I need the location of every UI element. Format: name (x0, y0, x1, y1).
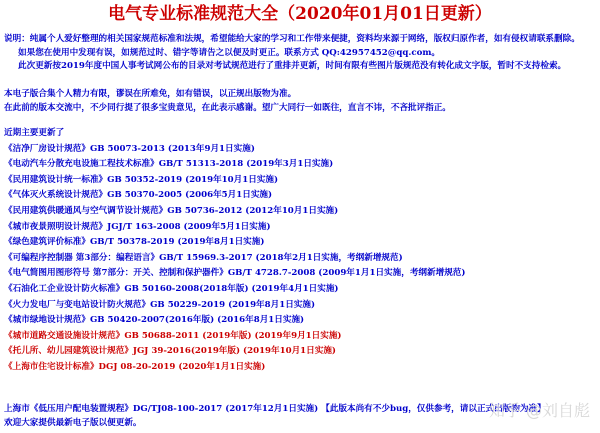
watermark: 知乎 @刘自彪 (488, 401, 590, 420)
intro-line-1: 本电子版合集个人精力有限，谬误在所难免，如有错误，以正规出版物为准。 (4, 89, 297, 99)
footer-line-1: 上海市《低压用户配电装置规程》DG/TJ08-100-2017 (2017年12月1日实施) 【此版本尚有不少bug，仅供参考，请以正式出版物为准】 (4, 404, 546, 414)
update-item[interactable]: 《火力发电厂与变电站设计防火规范》GB 50229-2019 (2019年8月1日实施) (4, 299, 316, 310)
update-item[interactable]: 《电气简图用图形符号 第7部分：开关、控制和保护器件》GB/T 4728.7-2008 (2009年1月1日实施，考纲新增规范) (4, 268, 466, 279)
update-item[interactable]: 《石油化工企业设计防火标准》GB 50160-2008(2018年版) (2019年4月1日实施) (4, 283, 339, 294)
update-items (4, 142, 465, 376)
update-item[interactable]: 《洁净厂房设计规范》GB 50073-2013 (2013年9月1日实施) (4, 143, 255, 154)
update-item[interactable]: 《电动汽车分散充电设施工程技术标准》GB/T 51313-2018 (2019年3月1日实施) (4, 159, 334, 170)
intro-line-2: 在此前的版本交流中，不少同行提了很多宝贵意见，在此表示感谢。望广大同行一如既往，直言不讳，不吝批评指正。 (4, 102, 451, 113)
update-item[interactable]: 《托儿所、幼儿园建筑设计规范》JGJ 39-2016(2019年版) (2019年10月1日实施) (4, 346, 337, 357)
update-item[interactable]: 《城市道路交通设施设计规范》GB 50688-2011 (2019年版) (2019年9月1日实施) (4, 330, 342, 341)
update-item[interactable]: 《民用建筑设计统一标准》GB 50352-2019 (2019年10月1日实施) (4, 174, 279, 185)
note-line-1: 说明：纯属个人爱好整理的相关国家规范标准和法规，希望能给大家的学习和工作带来便捷，资料均来源于网络，版权归原作者，如有侵权请联系删除。 (4, 34, 580, 44)
footer-line-2: 欢迎大家提供最新电子版以便更新。 (4, 417, 142, 428)
intro-paragraph (4, 88, 451, 115)
note-line-2: 如果您在使用中发现有误，如规范过时、错字等请告之以便及时更正。联系方式 QQ:42957452@qq.com。 (18, 47, 441, 58)
footer-note (4, 403, 546, 430)
update-item[interactable]: 《城市绿地设计规范》GB 50420-2007(2016年版) (2016年8月1日实施) (4, 315, 305, 326)
disclaimer-note (4, 33, 596, 74)
update-item[interactable]: 《气体灭火系统设计规范》GB 50370-2005 (2006年5月1日实施) (4, 190, 273, 201)
note-line-3: 此次更新按2019年度中国人事考试网公布的目录对考试规范进行了重排并更新，时间有限有些图片版规范没有转化成文字版，暂时不支持检索。 (18, 61, 567, 72)
update-item[interactable]: 《民用建筑供暖通风与空气调节设计规范》GB 50736-2012 (2012年10月1日实施) (4, 205, 339, 216)
page-title: 电气专业标准规范大全（2020年01月01日更新） (108, 4, 492, 24)
update-item[interactable]: 《绿色建筑评价标准》GB/T 50378-2019 (2019年8月1日实施) (4, 237, 265, 248)
updates-heading: 近期主要更新了 (4, 128, 65, 138)
update-item[interactable]: 《上海市住宅设计标准》DGJ 08-20-2019 (2020年1月1日实施) (4, 361, 266, 372)
updates-list (4, 126, 465, 376)
update-item[interactable]: 《可编程序控制器 第3部分：编程语言》GB/T 15969.3-2017 (2018年2月1日实施，考纲新增规范) (4, 252, 403, 263)
update-item[interactable]: 《城市夜景照明设计规范》JGJ/T 163-2008 (2009年5月1日实施) (4, 221, 271, 232)
